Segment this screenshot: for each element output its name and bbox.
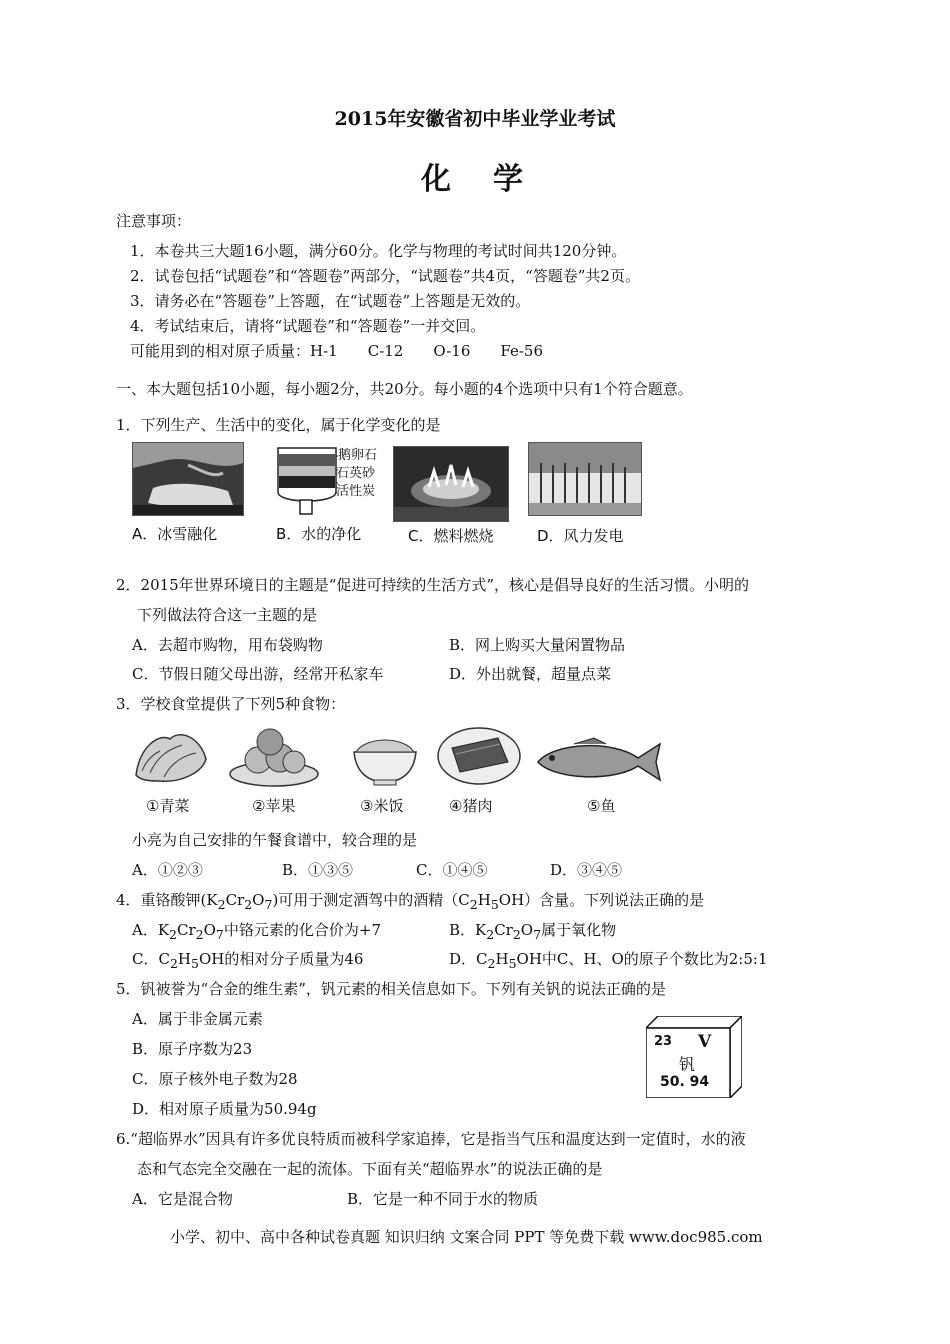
q4-d-post: OH中C、H、O的原子个数比为2:5:1	[516, 950, 768, 968]
footer-text: 小学、初中、高中各种试卷真题 知识归纳 文案合同 PPT 等免费下载 www.doc985.com	[170, 1228, 763, 1246]
section1-heading: 一、本大题包括10小题，每小题2分，共20分。每小题的4个选项中只有1个符合题意。	[116, 380, 693, 398]
exam-title: 2015年安徽省初中毕业学业考试	[334, 108, 616, 130]
q4-d-pre: D．C	[449, 950, 488, 968]
q1-caption-b: B．水的净化	[276, 525, 362, 543]
food-label-1: ①青菜	[146, 797, 190, 815]
q2-option-b: B．网上购买大量闲置物品	[449, 636, 626, 654]
q4-sub-c: 2	[469, 897, 478, 912]
q3-question: 小亮为自己安排的午餐食谱中，较合理的是	[132, 831, 418, 849]
note-item-2: 2．试卷包括“试题卷”和“答题卷”两部分，“试题卷”共4页，“答题卷”共2页。	[130, 267, 640, 285]
q4-c-post: OH的相对分子质量为46	[198, 950, 364, 968]
q1-caption-c: C．燃料燃烧	[408, 527, 494, 545]
atomic-mass-label: 可能用到的相对原子质量：	[130, 342, 311, 360]
q4-stem-text-5: H	[477, 891, 491, 909]
q4-d-h: H	[495, 950, 509, 968]
q1-caption-d: D．风力发电	[537, 527, 624, 545]
q2-option-c: C．节假日随父母出游，经常开私家车	[132, 665, 384, 683]
filter-label-sand: 石英砂	[336, 466, 376, 481]
q3-option-d: D．③④⑤	[550, 861, 623, 879]
element-name: 钒	[679, 1055, 696, 1074]
q4-a-sub1: 2	[169, 927, 177, 942]
q2-option-a: A．去超市购物，用布袋购物	[132, 636, 323, 654]
q5-option-a: A．属于非金属元素	[132, 1010, 263, 1028]
filter-label-pebble: 鹅卵石	[338, 448, 378, 463]
q4-b-sub2: 2	[512, 927, 521, 942]
q6-stem-line1: 6.“超临界水”因具有许多优良特质而被科学家追捧，它是指当气压和温度达到一定值时，水的液	[116, 1130, 746, 1148]
q4-c-sub2: 5	[191, 956, 199, 971]
atomic-mass-h: H-1	[310, 342, 338, 360]
subject-char-2: 学	[493, 162, 529, 197]
filter-label-carbon: 活性炭	[336, 484, 376, 499]
q4-sub-k: 2	[217, 897, 226, 912]
q5-option-c: C．原子核外电子数为28	[132, 1070, 298, 1088]
note-item-3: 3．请务必在“答题卷”上答题，在“试题卷”上答题是无效的。	[130, 292, 531, 310]
q4-b-pre: B．K	[449, 921, 487, 939]
q4-a-sub3: 7	[215, 927, 224, 942]
q3-option-c: C．①④⑤	[416, 861, 488, 879]
food-label-4: ④猪肉	[449, 797, 493, 815]
atomic-mass-c: C-12	[367, 342, 404, 360]
fuel-burning-image	[393, 446, 509, 522]
q3-option-b: B．①③⑤	[282, 861, 354, 879]
q4-stem-text-6: OH）含量。下列说法正确的是	[498, 891, 705, 909]
q4-sub-cr: 2	[244, 897, 253, 912]
q4-stem-text-2: Cr	[225, 891, 245, 909]
q5-stem: 5．钒被誉为“合金的维生素”，钒元素的相关信息如下。下列有关钒的说法正确的是	[116, 980, 666, 998]
q6-option-b: B．它是一种不同于水的物质	[347, 1190, 539, 1208]
q3-option-a: A．①②③	[132, 861, 203, 879]
q4-option-a	[132, 919, 381, 942]
q4-b-sub3: 7	[533, 927, 542, 942]
atomic-mass-o: O-16	[433, 342, 471, 360]
food-label-2: ②苹果	[252, 797, 296, 815]
note-item-4: 4．考试结束后，请将“试题卷”和“答题卷”一并交回。	[130, 317, 486, 335]
q4-b-sub1: 2	[486, 927, 495, 942]
q6-stem-line2: 态和气态完全交融在一起的流体。下面有关“超临界水”的说法正确的是	[137, 1160, 603, 1178]
apples-image	[228, 722, 320, 794]
element-mass: 50. 94	[660, 1074, 710, 1090]
fish-image	[534, 736, 664, 790]
note-item-1: 1．本卷共三大题16小题，满分60分。化学与物理的考试时间共120分钟。	[130, 242, 627, 260]
q4-d-sub2: 5	[508, 956, 517, 971]
q4-a-pre: A．K	[132, 921, 170, 939]
vanadium-element-card	[646, 1016, 742, 1098]
q4-stem-text-3: O	[252, 891, 265, 909]
q4-b-cr: Cr	[494, 921, 513, 939]
q4-c-h: H	[177, 950, 192, 968]
atomic-mass-line	[130, 340, 543, 361]
wind-power-image	[528, 442, 642, 516]
q4-option-c	[132, 948, 363, 971]
notes-heading: 注意事项：	[116, 212, 192, 230]
subject-title	[0, 154, 950, 198]
q4-option-b	[449, 919, 616, 942]
vegetable-image	[130, 725, 212, 791]
q5-option-d: D．相对原子质量为50.94g	[132, 1100, 317, 1118]
q2-option-d: D．外出就餐，超量点菜	[449, 665, 612, 683]
q4-sub-h: 5	[490, 897, 499, 912]
q5-option-b: B．原子序数为23	[132, 1040, 253, 1058]
q4-sub-o: 7	[264, 897, 273, 912]
food-label-5: ⑤鱼	[587, 797, 616, 815]
q4-a-o: O	[203, 921, 216, 939]
q4-b-post: 属于氧化物	[541, 921, 617, 939]
q6-option-a: A．它是混合物	[132, 1190, 233, 1208]
q4-option-d	[449, 948, 768, 971]
q3-stem: 3．学校食堂提供了下列5种食物：	[116, 695, 346, 713]
q4-b-o: O	[520, 921, 534, 939]
atomic-mass-fe: Fe-56	[500, 342, 543, 360]
q2-stem-line2: 下列做法符合这一主题的是	[137, 606, 318, 624]
food-label-3: ③米饭	[360, 797, 404, 815]
q4-a-post: 中铬元素的化合价为+7	[223, 921, 381, 939]
q1-stem: 1．下列生产、生活中的变化，属于化学变化的是	[116, 416, 441, 434]
ice-melting-image	[132, 442, 244, 516]
q4-stem-text-1: 4．重铬酸钾(K	[116, 891, 218, 909]
q4-stem	[116, 889, 704, 912]
subject-char-1: 化	[421, 162, 457, 197]
q1-caption-a: A．冰雪融化	[132, 525, 218, 543]
q4-c-sub1: 2	[169, 956, 178, 971]
element-atomic-number: 23	[654, 1034, 673, 1049]
q4-c-pre: C．C	[132, 950, 170, 968]
q4-d-sub1: 2	[487, 956, 496, 971]
water-filter-image	[276, 442, 384, 518]
q4-a-sub2: 2	[195, 927, 204, 942]
q4-a-cr: Cr	[177, 921, 196, 939]
q2-stem-line1: 2．2015年世界环境日的主题是“促进可持续的生活方式”，核心是倡导良好的生活习惯。小明的	[116, 576, 750, 594]
pork-image	[436, 722, 522, 790]
q4-stem-text-4: )可用于测定酒驾中的酒精（C	[272, 891, 470, 909]
rice-bowl-image	[350, 730, 420, 790]
element-symbol: V	[698, 1032, 712, 1052]
